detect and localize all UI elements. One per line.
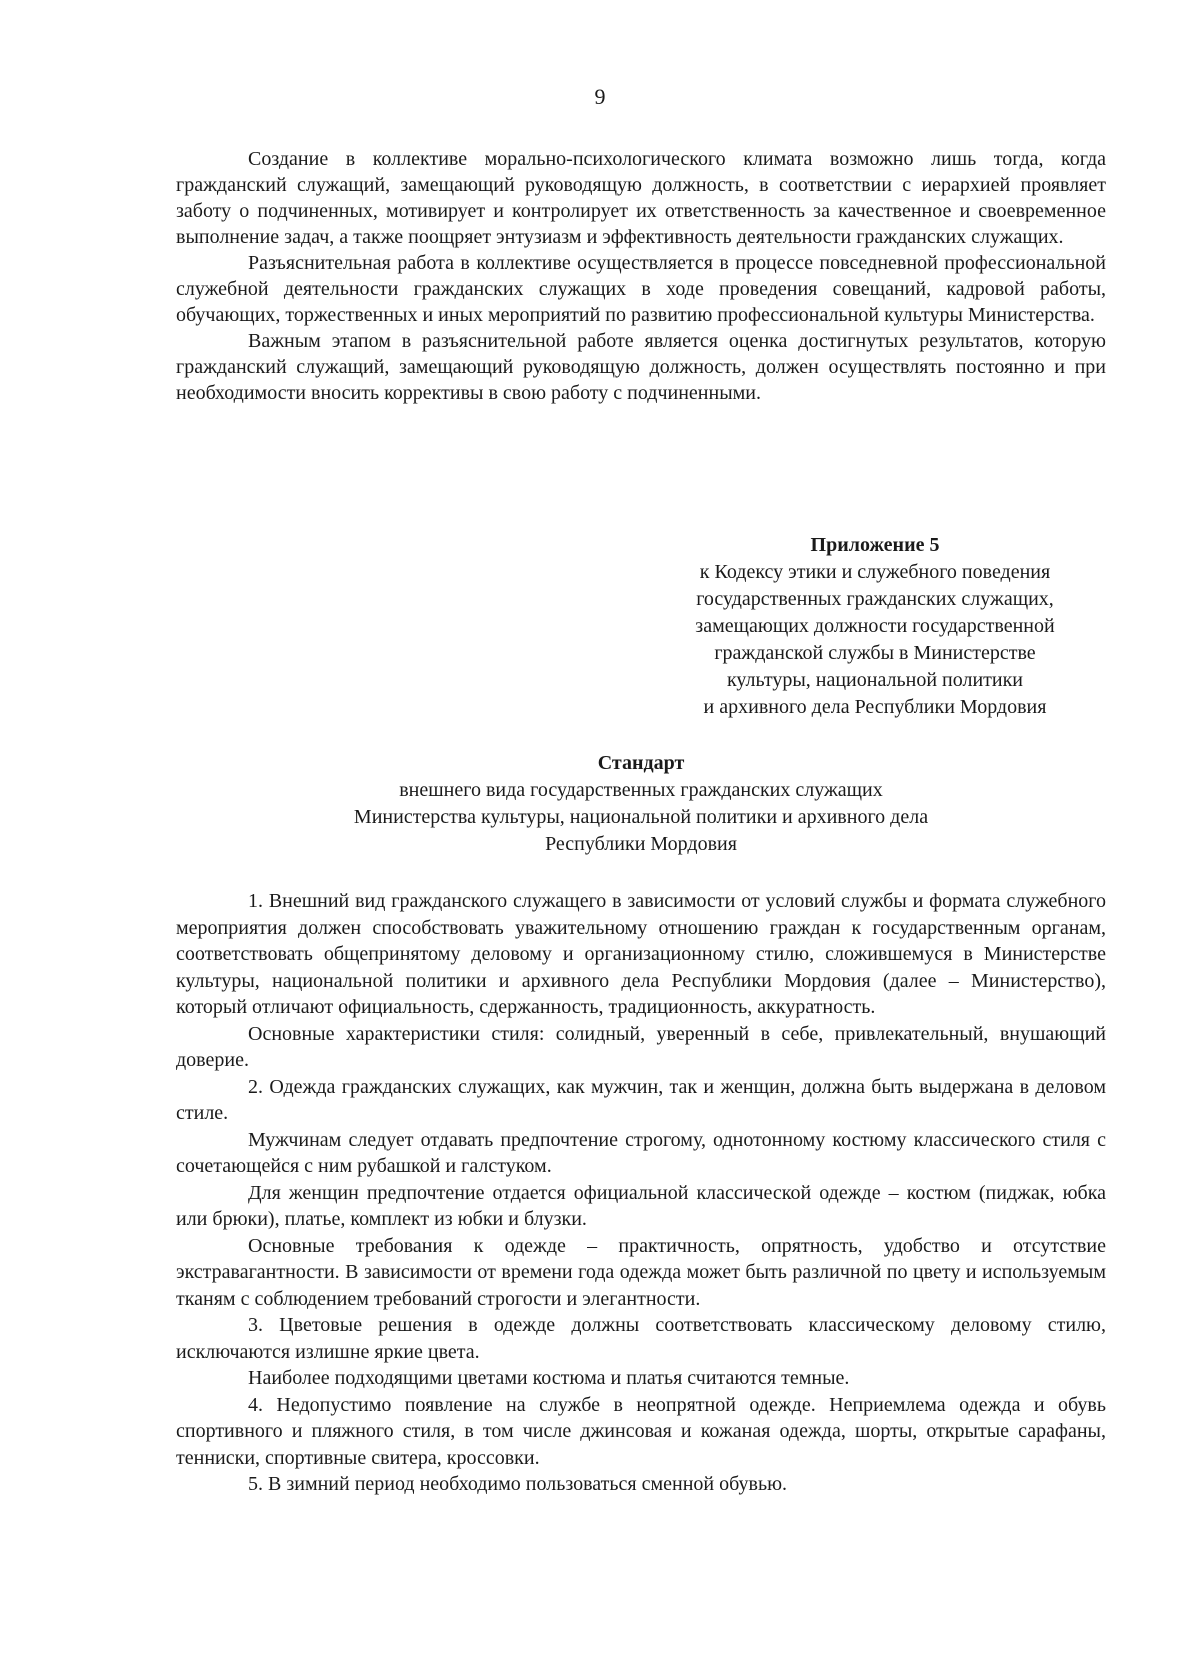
appendix-line: государственных гражданских служащих, [696,588,1054,610]
standard-subtitle-line: Республики Мордовия [545,833,737,855]
paragraph: 3. Цветовые решения в одежде должны соответствовать классическому деловому стилю, исключаются излишне яркие цвета. [176,1314,1106,1363]
intro-section [176,146,1106,406]
appendix-title: Приложение 5 [810,534,940,556]
paragraph: Создание в коллективе морально-психологического климата возможно лишь тогда, когда гражданский служащий, замещающий руководящую должность, в соответствии с иерархией проявляет заботу о подчиненных, мотивирует и контролирует их ответственность за качественное и своевременное выполнение задач, а также поощряет энтузиазм и эффективность деятельности гражданских служащих. [176,148,1106,248]
paragraph: Разъяснительная работа в коллективе осуществляется в процессе повседневной профессиональной служебной деятельности гражданских служащих в ходе проведения совещаний, кадровой работы, обучающих, торжественных и иных мероприятий по развитию профессиональной культуры Министерства. [176,252,1106,326]
paragraph: 4. Недопустимо появление на службе в неопрятной одежде. Неприемлема одежда и обувь спортивного и пляжного стиля, в том числе джинсовая и кожаная одежда, шорты, открытые сарафаны, тенниски, спортивные свитера, кроссовки. [176,1393,1106,1469]
appendix-line: и архивного дела Республики Мордовия [703,696,1047,718]
appendix-line: к Кодексу этики и служебного поведения [699,561,1051,583]
paragraph: Для женщин предпочтение отдается официальной классической одежде – костюм (пиджак, юбка или брюки), платье, комплект из юбки и блузки. [176,1181,1106,1230]
appendix-heading [640,532,1110,721]
appendix-line: культуры, национальной политики [726,669,1024,691]
paragraph: Мужчинам следует отдавать предпочтение строгому, однотонному костюму классического стиля с сочетающейся с ним рубашкой и галстуком. [176,1128,1106,1177]
standard-section [176,888,1106,1498]
paragraph: Основные характеристики стиля: солидный, уверенный в себе, привлекательный, внушающий доверие. [176,1022,1106,1071]
paragraph: 2. Одежда гражданских служащих, как мужчин, так и женщин, должна быть выдержана в деловом стиле. [176,1075,1106,1124]
paragraph: Важным этапом в разъяснительной работе является оценка достигнутых результатов, которую гражданский служащий, замещающий руководящую должность, должен осуществлять постоянно и при необходимости вносить коррективы в свою работу с подчиненными. [176,330,1106,404]
paragraph: 5. В зимний период необходимо пользоваться сменной обувью. [248,1473,788,1495]
paragraph: Наиболее подходящими цветами костюма и платья считаются темные. [248,1367,850,1389]
standard-heading [176,750,1106,858]
appendix-line: замещающих должности государственной [695,615,1055,637]
standard-subtitle-line: Министерства культуры, национальной политики и архивного дела [353,806,929,828]
standard-subtitle-line: внешнего вида государственных гражданских служащих [399,779,883,801]
paragraph: 1. Внешний вид гражданского служащего в зависимости от условий службы и формата служебного мероприятия должен способствовать уважительному отношению граждан к государственным органам, соответствовать общепринятому деловому и организационному стилю, сложившемуся в Министерстве культуры, национальной политики и архивного дела Республики Мордовия (далее – Министерство), который отличают официальность, сдержанность, традиционность, аккуратность. [176,890,1106,1018]
paragraph: Основные требования к одежде – практичность, опрятность, удобство и отсутствие экстравагантности. В зависимости от времени года одежда может быть различной по цвету и используемым тканям с соблюдением требований строгости и элегантности. [176,1234,1106,1310]
appendix-line: гражданской службы в Министерстве [714,642,1036,664]
page-number: 9 [594,84,606,109]
standard-title: Стандарт [597,752,685,774]
